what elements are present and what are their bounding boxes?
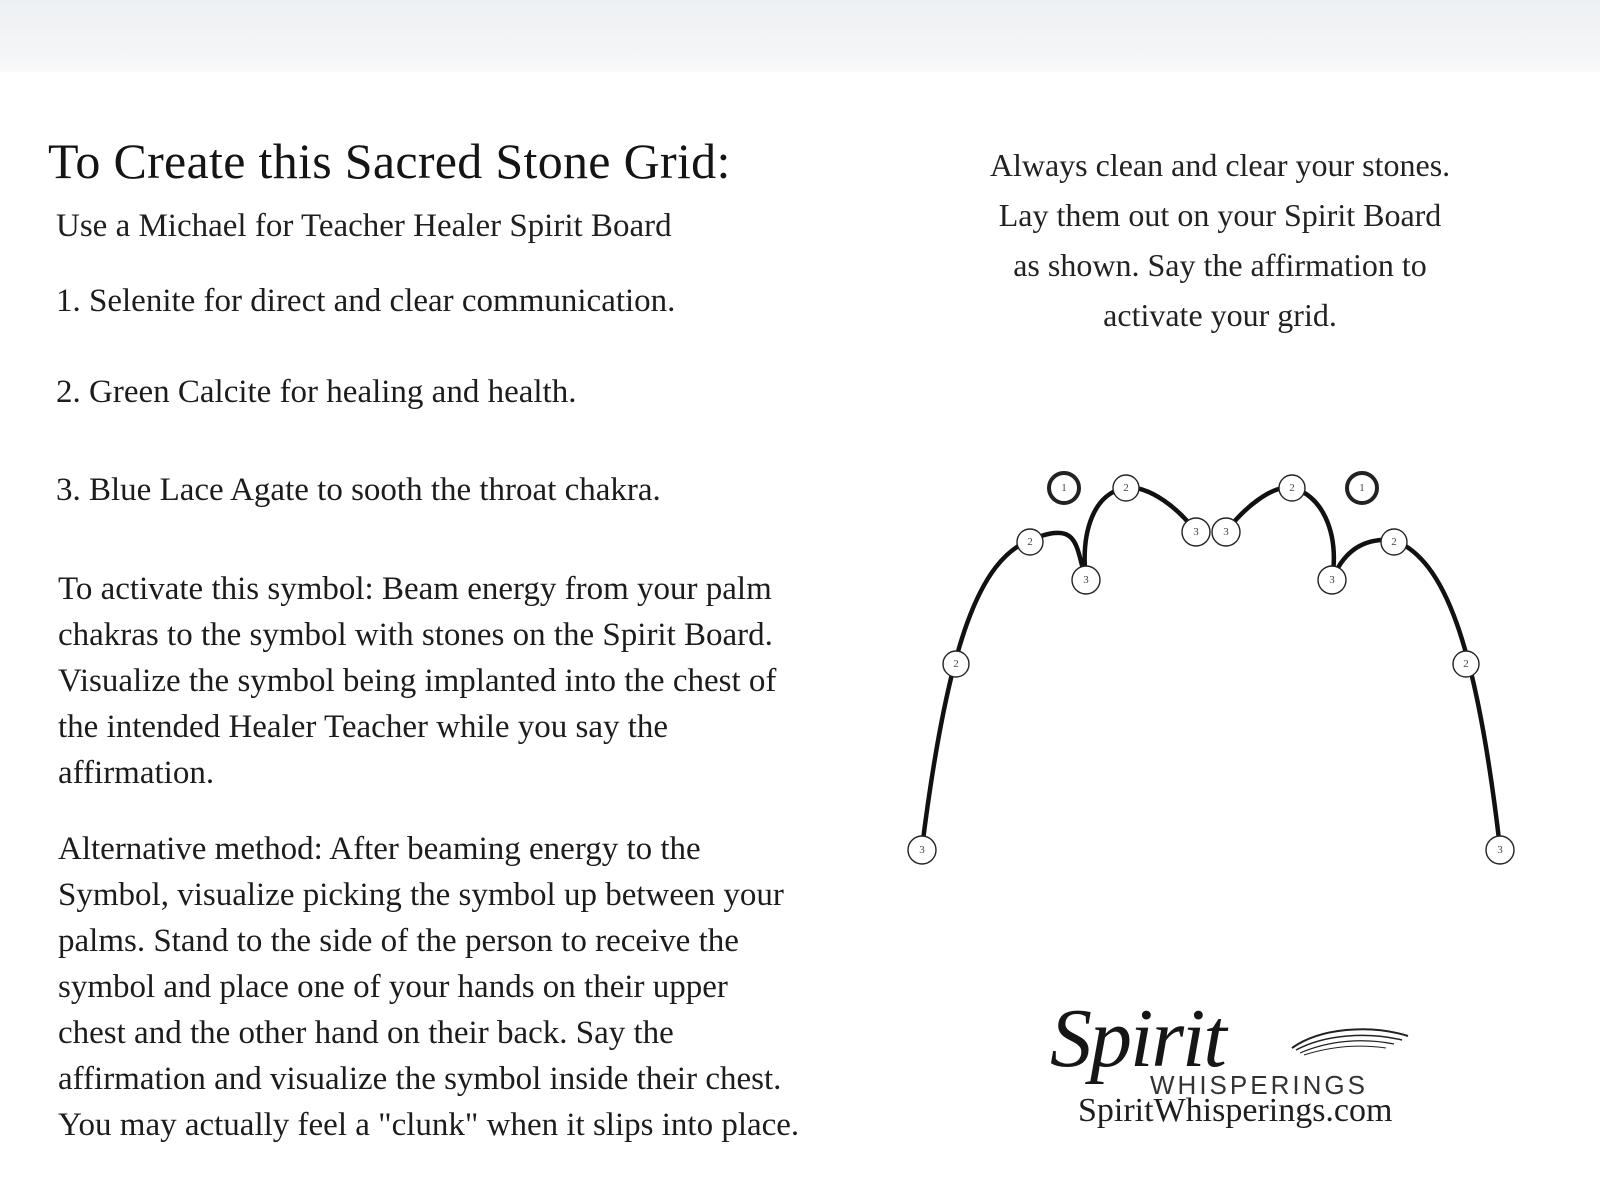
instruction-line: Always clean and clear your stones. xyxy=(989,147,1451,183)
website-url: SpiritWhisperings.com xyxy=(1078,1092,1393,1129)
page-subtitle: Use a Michael for Teacher Healer Spirit Board xyxy=(56,208,672,244)
stone-selenite-right xyxy=(1347,473,1377,503)
alternative-line: chest and the other hand on their back. Say the xyxy=(58,1015,674,1051)
alternative-line: symbol and place one of your hands on their upper xyxy=(58,969,728,1005)
stone-label: 2 xyxy=(1391,536,1397,548)
stone-green-calcite xyxy=(1453,651,1479,677)
grid-arc-right-outer xyxy=(1332,540,1500,848)
stone-label: 2 xyxy=(1289,482,1295,494)
stone-label: 2 xyxy=(1027,536,1033,548)
stone-label: 3 xyxy=(1329,574,1335,586)
activate-line: To activate this symbol: Beam energy from your palm xyxy=(58,571,772,607)
step-blue-lace-agate: 3. Blue Lace Agate to sooth the throat chakra. xyxy=(56,472,661,508)
stone-label: 3 xyxy=(919,844,925,856)
instruction-line: activate your grid. xyxy=(1103,297,1337,333)
stone-label: 1 xyxy=(1359,482,1365,494)
stone-label: 1 xyxy=(1061,482,1067,494)
stone-blue-lace-agate xyxy=(1072,566,1100,594)
stone-selenite-left xyxy=(1049,473,1079,503)
stone-label: 2 xyxy=(953,658,959,670)
alternative-method-paragraph xyxy=(58,826,918,1148)
alternative-line: Symbol, visualize picking the symbol up between your xyxy=(58,877,784,913)
activate-line: the intended Healer Teacher while you say the xyxy=(58,709,669,745)
stone-label: 2 xyxy=(1123,482,1129,494)
stone-green-calcite xyxy=(943,651,969,677)
stone-blue-lace-agate xyxy=(1318,566,1346,594)
step-selenite: 1. Selenite for direct and clear communication. xyxy=(56,283,676,319)
stone-green-calcite xyxy=(1017,529,1043,555)
stone-care-instructions xyxy=(940,140,1500,340)
stone-green-calcite xyxy=(1381,529,1407,555)
stone-blue-lace-agate xyxy=(1212,518,1240,546)
instruction-line: Lay them out on your Spirit Board xyxy=(998,197,1442,233)
page-title: To Create this Sacred Stone Grid: xyxy=(48,133,731,189)
grid-arc-left-inner xyxy=(1085,488,1196,580)
logo-subtitle: WHISPERINGS xyxy=(1150,1070,1368,1100)
alternative-line: Alternative method: After beaming energy to the xyxy=(58,831,701,867)
stone-label: 3 xyxy=(1223,526,1229,538)
scan-background-band xyxy=(0,0,1600,74)
alternative-line: You may actually feel a "clunk" when it slips into place. xyxy=(58,1107,800,1143)
stone-label: 3 xyxy=(1497,844,1503,856)
activate-line: Visualize the symbol being implanted into the chest of xyxy=(58,663,777,699)
stone-blue-lace-agate xyxy=(1486,836,1514,864)
stone-blue-lace-agate xyxy=(1182,518,1210,546)
step-green-calcite: 2. Green Calcite for healing and health. xyxy=(56,374,577,410)
stone-label: 2 xyxy=(1463,658,1469,670)
stone-green-calcite xyxy=(1113,475,1139,501)
logo-script-text: Spirit xyxy=(1050,992,1225,1085)
activate-paragraph xyxy=(58,566,918,796)
feather-swirl-icon xyxy=(1290,1022,1410,1062)
activate-line: chakras to the symbol with stones on the Spirit Board. xyxy=(58,617,773,653)
activate-line: affirmation. xyxy=(58,755,215,791)
stone-green-calcite xyxy=(1279,475,1305,501)
stone-blue-lace-agate xyxy=(908,836,936,864)
alternative-line: affirmation and visualize the symbol inside their chest. xyxy=(58,1061,782,1097)
stone-label: 3 xyxy=(1083,574,1089,586)
alternative-line: palms. Stand to the side of the person to receive the xyxy=(58,923,739,959)
grid-arc-center xyxy=(1226,488,1334,580)
stone-grid-diagram xyxy=(900,460,1540,900)
stone-label: 3 xyxy=(1193,526,1199,538)
instruction-line: as shown. Say the affirmation to xyxy=(1013,247,1427,283)
grid-arc-left-outer xyxy=(922,533,1086,848)
